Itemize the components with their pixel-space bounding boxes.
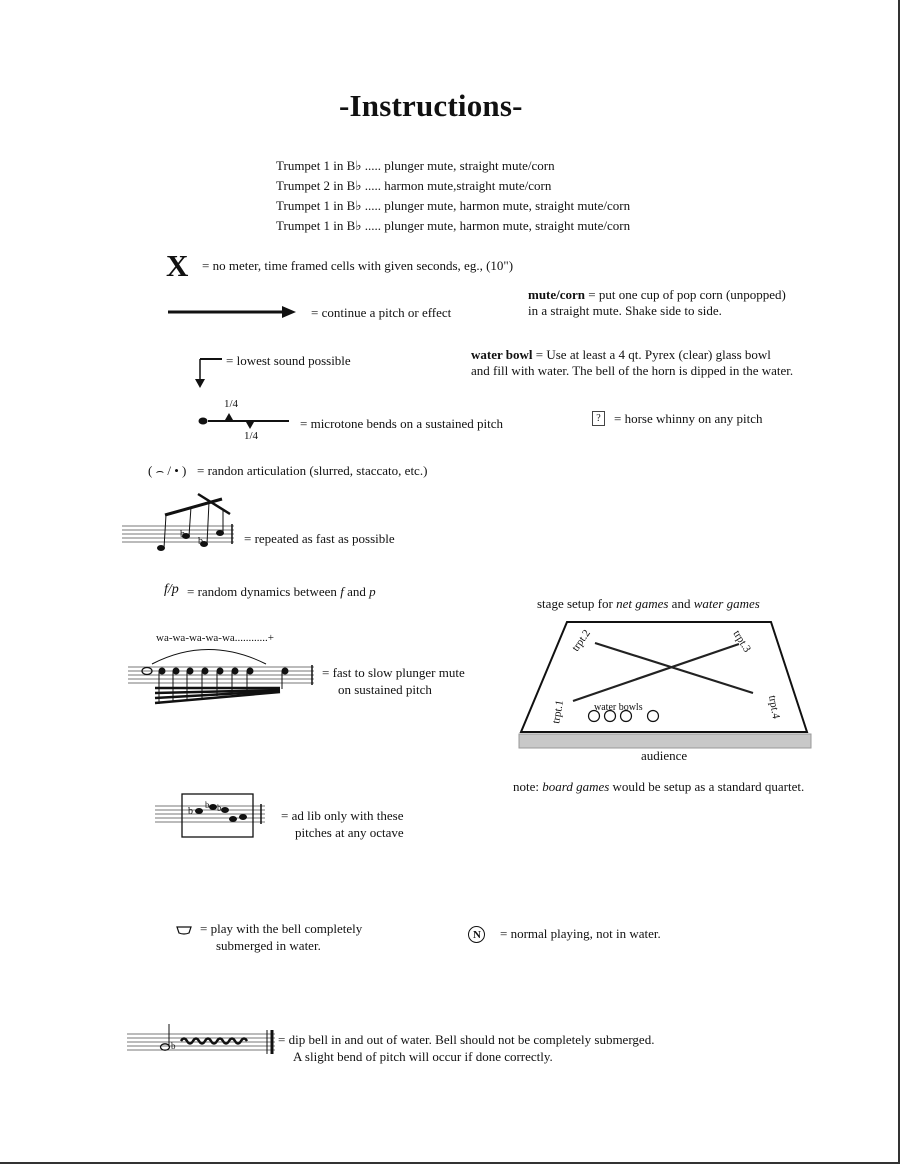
svg-text:b: b [188,806,193,817]
stage-player-1: trpt.1 [550,699,567,725]
mute-corn-line-1 [528,286,786,303]
audience-edge [519,734,811,748]
submerged-bell-icon [175,924,193,936]
instrument-line-3: Trumpet 1 in B♭ ..... plunger mute, harmon mute, straight mute/corn [276,198,631,213]
lowest-sound-icon [194,355,226,391]
fp-dynamics-description [187,583,376,600]
svg-text:b: b [198,536,203,547]
svg-text:b: b [205,800,210,810]
stage-audience-label: audience [641,748,688,763]
instrument-line-2: Trumpet 2 in B♭ ..... harmon mute,straight mute/corn [276,178,552,193]
submerged-description-2: submerged in water. [216,938,321,953]
stage-player-2: trpt.2 [569,627,593,654]
fp-text-f: f [340,584,344,599]
random-articulation-symbol: ( ⌢ / • ) [148,463,187,478]
fp-dynamics-symbol: f/p [164,582,179,597]
stage-player-4: trpt.4 [766,694,782,720]
mute-corn-label: mute/corn [528,287,586,302]
wawa-description-1: = fast to slow plunger mute [322,665,465,680]
x-meter-symbol: X [166,248,189,283]
stage-note [513,778,804,795]
microtone-label-bottom: 1/4 [244,430,259,442]
stage-caption-mid: and [668,596,694,611]
dip-bell-description-1: = dip bell in and out of water. Bell should not be completely submerged. [278,1032,655,1047]
svg-text:b: b [171,1041,176,1051]
wawa-label: wa-wa-wa-wa-wa............+ [156,632,274,644]
svg-text:b: b [217,803,222,813]
stage-note-post: would be setup as a standard quartet. [609,779,805,794]
horse-whinny-description: = horse whinny on any pitch [614,411,763,426]
wawa-plunger-staff-icon [128,645,318,710]
normal-playing-glyph: N [473,929,481,941]
page-title: -Instructions- [339,88,523,123]
stage-caption-net-games: net games [616,596,669,611]
fp-text-pre: = random dynamics between [187,584,341,599]
wawa-description-2: on sustained pitch [338,682,432,697]
stage-outline [521,622,807,732]
stage-caption [537,595,760,612]
svg-text:b: b [180,529,185,540]
x-meter-description: = no meter, time framed cells with given seconds, eg., (10") [202,258,514,273]
lowest-sound-description: = lowest sound possible [226,353,351,368]
water-bowl-label: water bowl [471,347,533,362]
stage-note-board-games: board games [542,779,610,794]
water-bowl-line-1 [471,346,771,363]
repeat-fast-description: = repeated as fast as possible [244,531,395,546]
water-bowl-line-2: and fill with water. The bell of the horn is dipped in the water. [471,363,794,378]
dip-bell-description-2: A slight bend of pitch will occur if done correctly. [293,1049,553,1064]
stage-water-bowls-label: water bowls [594,702,643,713]
stage-player-3: trpt.3 [730,628,754,655]
submerged-description-1: = play with the bell completely [200,921,363,936]
instrument-line-1: Trumpet 1 in B♭ ..... plunger mute, straight mute/corn [276,158,555,173]
water-bowl-text-1: = Use at least a 4 qt. Pyrex (clear) glass bowl [532,347,771,362]
adlib-pitches-staff-icon [155,790,267,840]
fp-text-p: p [369,584,376,599]
stage-caption-water-games: water games [693,596,760,611]
continue-arrow-icon [166,303,301,321]
random-articulation-description: = randon articulation (slurred, staccato, etc.) [197,463,428,478]
mute-corn-text-1: = put one cup of pop corn (unpopped) [585,287,786,302]
repeat-fast-staff-icon [122,490,237,555]
fp-text-and: and [343,584,370,599]
dip-bell-staff-icon [127,1020,279,1058]
instrument-line-4: Trumpet 1 in B♭ ..... plunger mute, harmon mute, straight mute/corn [276,218,631,233]
adlib-description-1: = ad lib only with these [281,808,404,823]
mute-corn-line-2: in a straight mute. Shake side to side. [528,303,722,318]
stage-note-pre: note: [513,779,543,794]
stage-diagram [515,618,815,753]
stage-net-line-2 [573,644,739,701]
microtone-bend-icon [196,410,296,432]
microtone-description: = microtone bends on a sustained pitch [300,416,504,431]
stage-caption-pre: stage setup for [537,596,617,611]
normal-playing-description: = normal playing, not in water. [500,926,661,941]
microtone-label-top: 1/4 [224,398,239,410]
adlib-description-2: pitches at any octave [295,825,404,840]
continue-description: = continue a pitch or effect [311,305,452,320]
horse-whinny-icon: ? [592,411,605,426]
